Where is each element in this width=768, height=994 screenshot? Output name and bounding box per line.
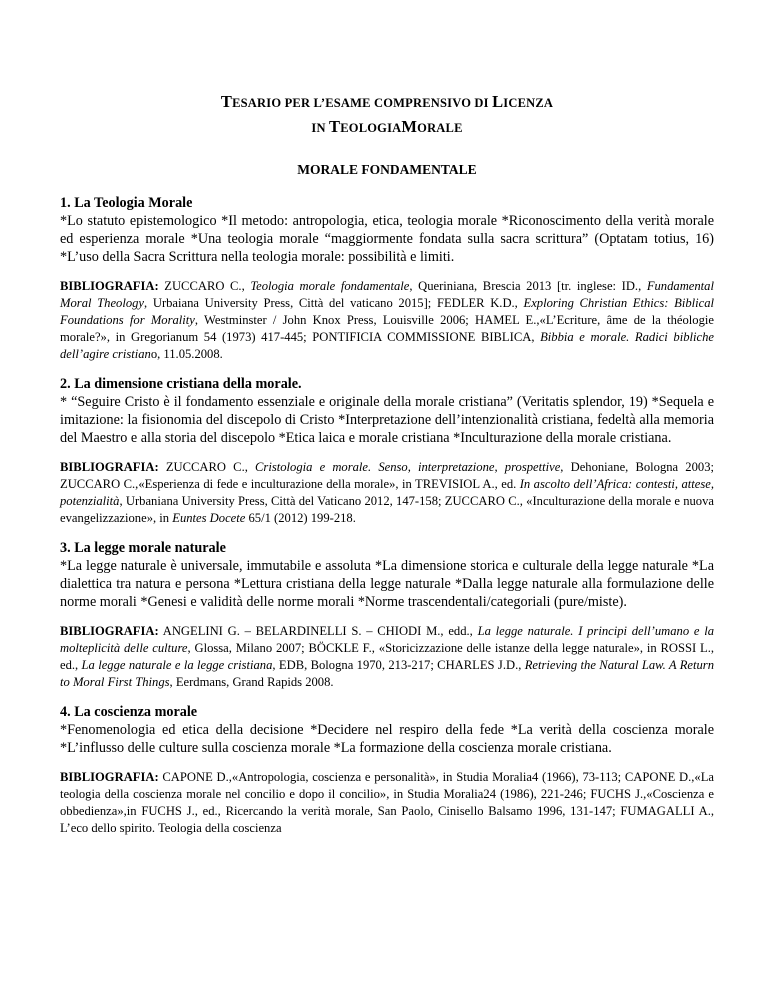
topic-section xyxy=(60,375,714,527)
bibliography-text: , Urbaniana University Press, Città del Vaticano 2012, 147-158; ZUCCARO C., «Inculturazione della morale e nuova evangelizzazione», in xyxy=(60,494,714,525)
topic-description: *La legge naturale è universale, immutabile e assoluta *La dimensione storica e culturale della legge naturale *La dialettica tra natura e persona *Lettura cristiana della legge naturale *Dalla legge naturale alla formulazione delle norme morali *Genesi e validità delle norme morali *Norme trascendentali/categoriali (pure/miste). xyxy=(60,558,714,610)
bibliography-text: ZUCCARO C., xyxy=(158,460,256,474)
bibliography-text: 65/1 (2012) 199-218. xyxy=(245,511,356,525)
bibliography-text: , Queriniana, Brescia 2013 [tr. inglese: ID., xyxy=(409,279,647,293)
bibliography-label: BIBLIOGRAFIA: xyxy=(60,624,159,638)
bibliography-text: o, 11.05.2008. xyxy=(150,347,223,361)
topic-title: 1. La Teologia Morale xyxy=(60,195,193,211)
document-page xyxy=(60,90,714,849)
bibliography-title: In ascolto dell’Africa: contesti, attese, potenzialità xyxy=(60,477,714,508)
bibliography-text: , Westminster / John Knox Press, Louisville 2006; HAMEL E.,«L’Ecriture, âme de la théologie morale?», in Gregorianum 54 (1973) 417-445; PONTIFICIA COMMISSIONE BIBLICA, xyxy=(60,313,714,344)
bibliography xyxy=(60,623,714,691)
bibliography xyxy=(60,459,714,527)
topic-section xyxy=(60,703,714,837)
bibliography-label: BIBLIOGRAFIA: xyxy=(60,770,159,784)
bibliography-text: ANGELINI G. – BELARDINELLI S. – CHIODI M., edd., xyxy=(158,624,478,638)
topic-title: 2. La dimensione cristiana della morale. xyxy=(60,376,302,392)
bibliography xyxy=(60,769,714,837)
bibliography-title: La legge naturale. I principi dell’umano e la molteplicità delle culture xyxy=(60,624,714,655)
bibliography-title: Fundamental Moral Theology xyxy=(60,279,714,310)
bibliography-title: Retrieving the Natural Law. A Return to Moral First Things xyxy=(60,658,714,689)
bibliography-text: , EDB, Bologna 1970, 213-217; CHARLES J.D., xyxy=(272,658,525,672)
section-heading: MORALE FONDAMENTALE xyxy=(297,162,477,177)
bibliography-label: BIBLIOGRAFIA: xyxy=(60,460,159,474)
title-line-1: TESARIO PER L’ESAME COMPRENSIVO DI LICENZA xyxy=(220,92,554,111)
bibliography-text: ZUCCARO C., xyxy=(158,279,251,293)
bibliography-title: Exploring Christian Ethics: Biblical Foundations for Morality xyxy=(60,296,714,327)
bibliography-title: La legge naturale e la legge cristiana xyxy=(81,658,273,672)
topic-title: 4. La coscienza morale xyxy=(60,704,198,720)
bibliography-title: Euntes Docete xyxy=(172,511,246,525)
topic-title: 3. La legge morale naturale xyxy=(60,540,226,556)
document-title xyxy=(60,90,714,140)
topic-section xyxy=(60,539,714,691)
topic-section xyxy=(60,194,714,363)
sections-list xyxy=(60,194,714,837)
topic-description: *Lo statuto epistemologico *Il metodo: antropologia, etica, teologia morale *Riconoscimento della verità morale ed esperienza morale *Una teologia morale “maggiormente fondata sulla sacra scrittura” (Optatam totius, 16) *L’uso della Sacra Scrittura nella teologia morale: possibilità e limiti. xyxy=(60,213,714,265)
topic-description: *Fenomenologia ed etica della decisione *Decidere nel respiro della fede *La verità della coscienza morale *L’influsso delle culture sulla coscienza morale *La formazione della coscienza morale cristiana. xyxy=(60,722,714,756)
bibliography-label: BIBLIOGRAFIA: xyxy=(60,279,159,293)
bibliography-title: Cristologia e morale. Senso, interpretazione, prospettive xyxy=(255,460,561,474)
bibliography-text: , Eerdmans, Grand Rapids 2008. xyxy=(169,675,334,689)
bibliography-text: , Dehoniane, Bologna 2003; ZUCCARO C.,«Esperienza di fede e inculturazione della morale», in TREVISIOL A., ed. xyxy=(60,460,714,491)
bibliography-text: , Glossa, Milano 2007; BÖCKLE F., «Storicizzazione delle istanze della legge naturale», in ROSSI L., ed., xyxy=(60,641,714,672)
bibliography-text: CAPONE D.,«Antropologia, coscienza e personalità», in Studia Moralia4 (1966), 73-113; CAPONE D.,«La teologia della coscienza morale nel concilio e dopo il concilio», in Studia Moralia24 (1986), 221-246; FUCHS J.,«Coscienza e obbedienza»,in FUCHS J., ed., Ricercando la verità morale, San Paolo, Cinisello Balsamo 1996, 131-147; FUMAGALLI A., L’eco dello spirito. Teologia della coscienza xyxy=(60,770,714,835)
bibliography-text: , Urbaiana University Press, Città del vaticano 2015]; FEDLER K.D., xyxy=(144,296,524,310)
title-line-2: IN TEOLOGIAMORALE xyxy=(311,117,463,136)
topic-description: * “Seguire Cristo è il fondamento essenziale e originale della morale cristiana” (Veritatis splendor, 19) *Sequela e imitazione: la fisionomia del discepolo di Cristo *Interpretazione dell’intenzionalità cristiana, fedeltà alla memoria del Maestro e alla storia del discepolo *Etica laica e morale cristiana *Inculturazione della morale cristiana. xyxy=(60,394,714,446)
bibliography xyxy=(60,278,714,363)
bibliography-title: Teologia morale fondamentale xyxy=(250,279,410,293)
bibliography-title: Bibbia e morale. Radici bibliche dell’agire cristian xyxy=(60,330,714,361)
